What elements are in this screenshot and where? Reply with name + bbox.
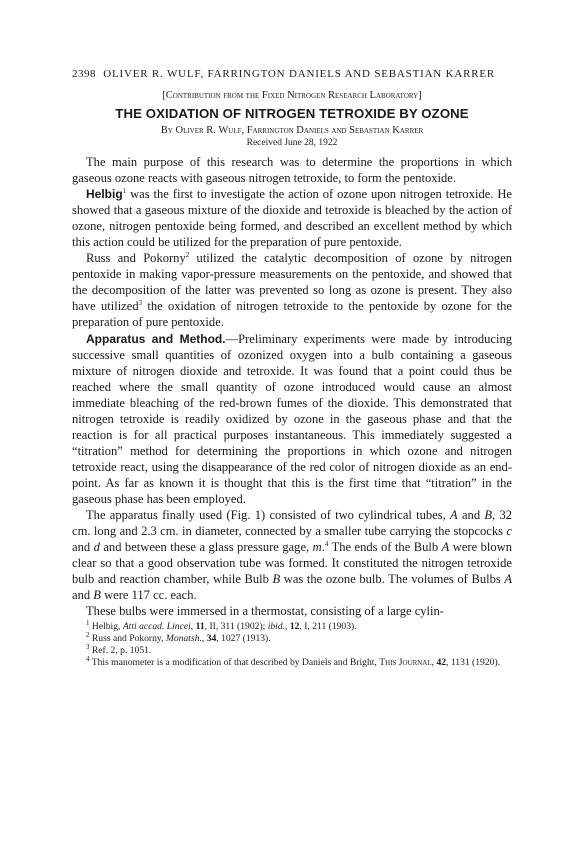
page-number: 2398 — [72, 68, 96, 80]
paragraph-text: were blown clear so that a good observation tube was formed. It constituted the nitrogen tetroxide bulb and reaction chamber, while Bulb — [72, 540, 512, 587]
paragraph-text: the oxidation of nitrogen tetroxide to the pentoxide by ozone for the preparation of pure pentoxide. — [72, 299, 513, 330]
footnote-ref: 2 — [185, 251, 190, 260]
section-heading: Apparatus and Method. — [86, 331, 226, 346]
journal-page — [72, 68, 512, 669]
symbol: d — [93, 540, 100, 555]
symbol: m — [312, 540, 322, 555]
running-head-authors: OLIVER R. WULF, FARRINGTON DANIELS AND SEBASTIAN KARRER — [103, 68, 496, 80]
footnote-text: Russ and Pokorny, — [89, 633, 166, 645]
paragraph-6: These bulbs were immersed in a thermostat, consisting of a large cylin- — [86, 604, 444, 619]
footnote-number: 3 — [86, 642, 90, 651]
symbol: c — [506, 524, 512, 539]
paragraph-text: were 117 cc. each. — [100, 588, 197, 603]
paragraph-text: —Preliminary experiments were made by introducing successive small quantities of ozonized oxygen into a bulb containing a gaseous mixture of nitrogen dioxide and tetroxide. It was found that a point could thus be reached where the small quantity of ozone introduced would cause an almost immediate bleaching of the red-brown fumes of the dioxide. This demonstrated that nitrogen tetroxide is readily oxidized by ozone in the gaseous phase and that the reaction is for all practical purposes instantaneous. This immediately suggested a “titration” method for determining the proportions in which ozone and nitrogen tetroxide react, using the disappearance of the red color of nitrogen dioxide as an end-point. As far as known it is thought that this is the first time that “titration” in the gaseous phase has been employed. — [72, 331, 512, 506]
paragraph-text: was the first to investigate the action of ozone upon nitrogen tetroxide. He showed that a gaseous mixture of the dioxide and tetroxide is bleached by the action of ozone, nitrogen pentoxide being formed, and described an excellent method by which this action could be utilized for the preparation of pure pentoxide. — [72, 187, 512, 250]
article-title: THE OXIDATION OF NITROGEN TETROXIDE BY OZONE — [115, 106, 469, 121]
paragraph-text: and — [72, 588, 94, 603]
footnote-text: Helbig, — [89, 621, 123, 633]
footnote-4 — [72, 654, 512, 669]
paragraph-text: was the ozone bulb. The volumes of Bulbs — [280, 572, 505, 587]
footnote-text: Ref. 2, p. 1051. — [89, 645, 152, 657]
author-name-helbig: Helbig — [86, 187, 123, 202]
symbol: A — [441, 540, 450, 555]
author-byline: By Oliver R. Wulf, Farrington Daniels and Sebastian Karrer — [160, 125, 424, 136]
footnote-3 — [72, 642, 512, 657]
volume: 12 — [289, 621, 300, 633]
footnote-number: 2 — [86, 631, 90, 640]
footnote-number: 1 — [86, 619, 90, 628]
symbol: A — [450, 508, 458, 523]
ibid: ibid. — [267, 621, 286, 633]
footnote-text: , — [201, 633, 207, 645]
footnote-text: , II, 311 (1902); — [204, 621, 268, 633]
footnote-text: , — [431, 657, 437, 669]
paragraph-text: The apparatus finally used (Fig. 1) consisted of two cylindrical tubes, — [86, 508, 451, 523]
footnote-ref: 4 — [324, 539, 329, 548]
paragraph-4 — [72, 331, 512, 508]
symbol: A — [504, 572, 512, 587]
footnote-text: , 1131 (1920). — [446, 657, 501, 669]
paragraph-text: utilized the catalytic decomposition of ozone by nitrogen pentoxide in making vapor-pressure measurements on the pentoxide, and showed that the decomposition of the latter was prevented so long as ozone is present. They also have utilized — [72, 251, 512, 314]
journal-name: Atti accad. Lincei — [122, 621, 191, 633]
received-date: Received June 28, 1922 — [246, 138, 338, 148]
paragraph-text: and — [457, 508, 485, 523]
paragraph-text: and between these a glass pressure gage, — [99, 540, 313, 555]
footnote-2 — [72, 633, 512, 645]
volume: 42 — [436, 657, 447, 669]
volume: 34 — [206, 633, 217, 645]
footnote-ref: 3 — [138, 299, 143, 308]
footnote-text: , — [190, 621, 196, 633]
symbol: B — [484, 508, 493, 523]
paragraph-text: The ends of the Bulb — [328, 540, 442, 555]
paragraph-text: , 32 cm. long and 2.3 cm. in diameter, connected by a smaller tube carrying the stopcocks — [72, 508, 512, 539]
footnote-text: , — [285, 621, 290, 633]
paragraph-3 — [72, 250, 512, 330]
symbol: B — [272, 572, 281, 587]
paragraph-2 — [72, 186, 512, 250]
footnote-text: , 1027 (1913). — [216, 633, 271, 645]
paragraph-1: The main purpose of this research was to determine the proportions in which gaseous ozone reacts with gaseous nitrogen tetroxide, to form the pentoxide. — [72, 155, 512, 186]
footnote-1 — [72, 621, 512, 633]
footnote-number: 4 — [86, 654, 90, 663]
footnotes — [72, 621, 512, 669]
volume: 11 — [195, 621, 205, 633]
paragraph-5: The apparatus finally used (Fig. 1) consisted of two cylindrical tubes, A and B, 32 cm. long and 2.3 cm. in diameter, connected by a smaller tube carrying the stopcocks c and d and between these a glass pressure gage, m.$^4$ The ends of the Bulb A were blown clear so that a good observation tube was formed. It constituted the nitrogen tetroxide bulb and reaction chamber, while Bulb B was the ozone bulb. The volumes of Bulbs A and B were 117 cc. each. — [72, 508, 512, 603]
journal-name: Monatsh. — [165, 633, 202, 645]
footnote-text: This manometer is a modification of that described by Daniels and Bright, — [89, 657, 380, 669]
footnote-ref: 1 — [122, 186, 127, 195]
footnote-text: , I, 211 (1903). — [299, 621, 357, 633]
paragraph-text: Russ and Pokorny — [86, 251, 186, 266]
paragraph-text: and — [72, 540, 94, 555]
laboratory-line: [Contribution from the Fixed Nitrogen Research Laboratory] — [162, 90, 422, 101]
symbol: B — [93, 588, 101, 603]
journal-name: This Journal — [379, 657, 432, 669]
running-head — [72, 68, 512, 80]
